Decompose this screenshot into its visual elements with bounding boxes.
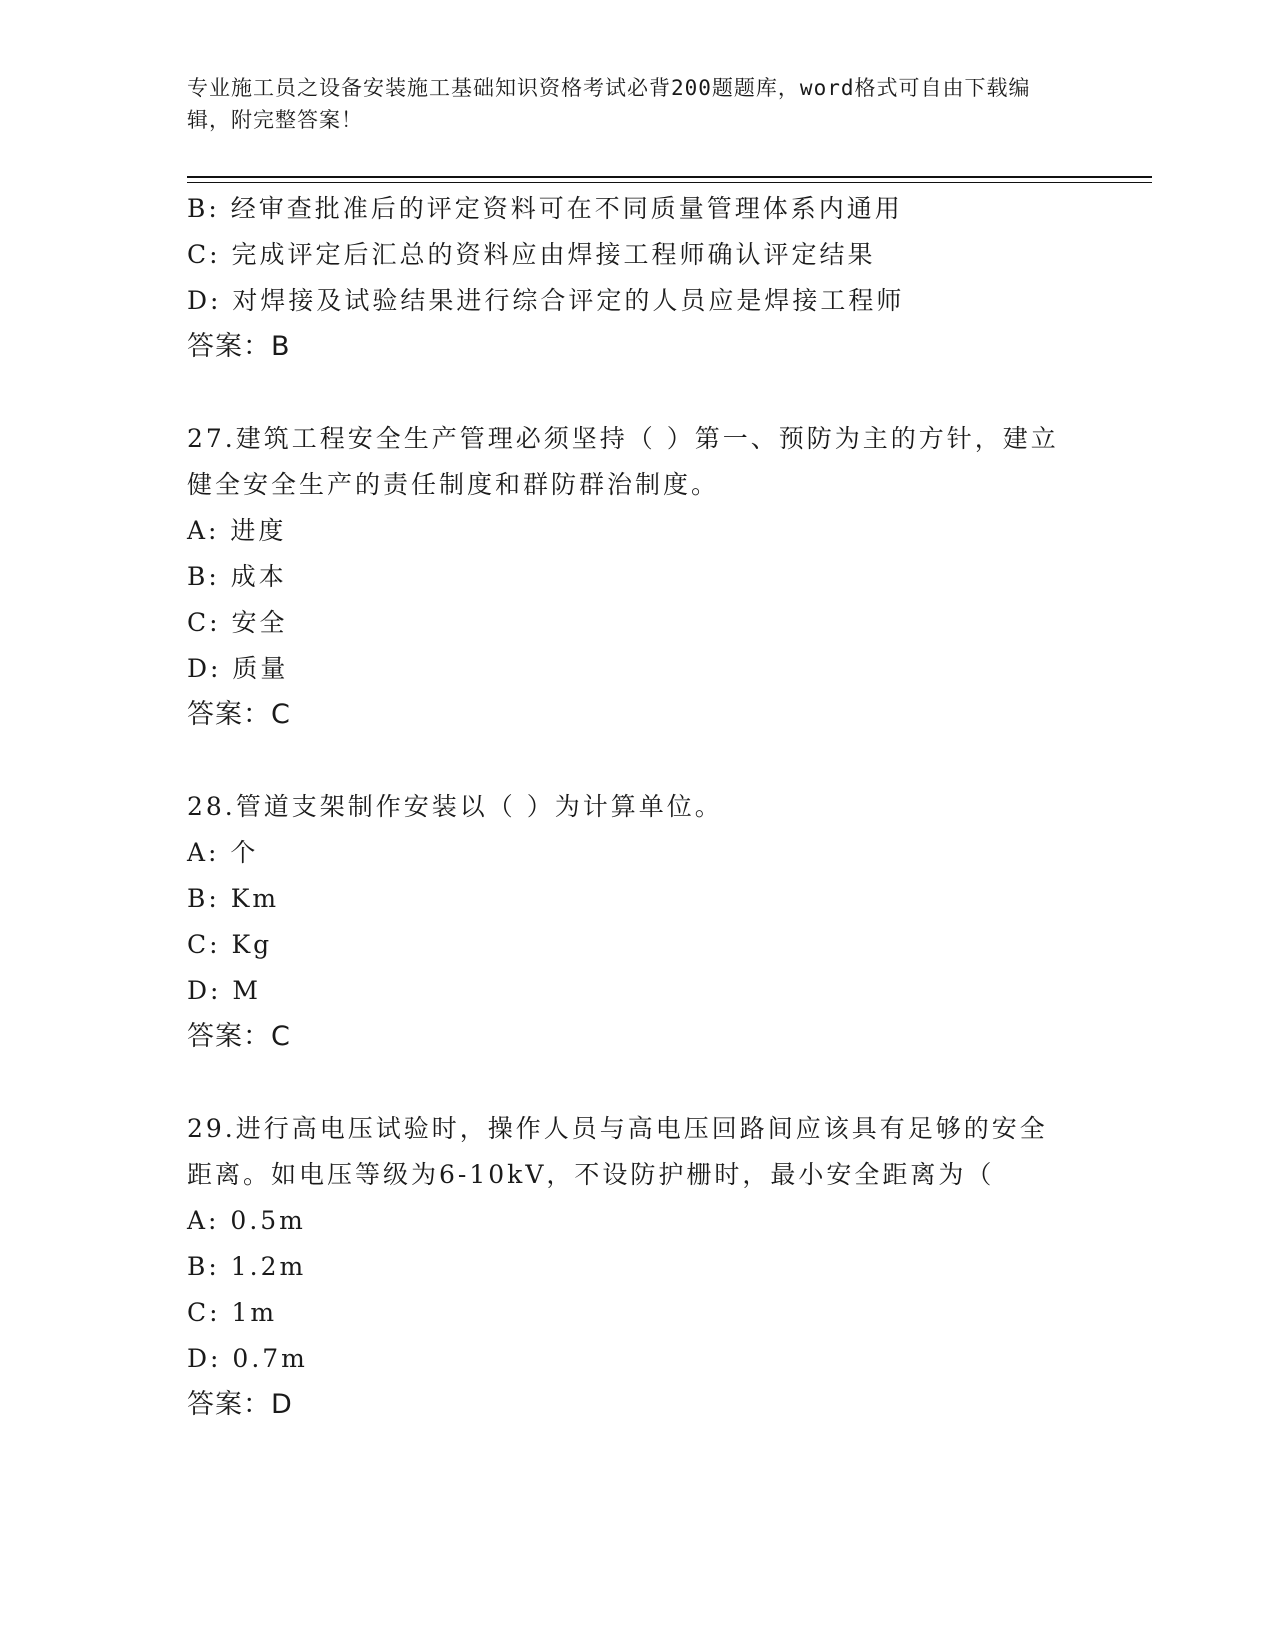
- spacer: [187, 370, 1087, 416]
- option-b: B: Km: [187, 884, 280, 913]
- question-26-continued: [187, 186, 1087, 370]
- answer: 答案：C: [187, 699, 291, 730]
- option-b: B: 1.2m: [187, 1252, 307, 1281]
- option-a: A: 进度: [187, 516, 287, 545]
- answer: 答案：B: [187, 331, 291, 362]
- header-divider-thin: [187, 182, 1152, 183]
- question-29: [187, 1106, 1087, 1428]
- option-c: C: 完成评定后汇总的资料应由焊接工程师确认评定结果: [187, 240, 876, 269]
- option-d: D: M: [187, 976, 262, 1005]
- option-a: A: 0.5m: [187, 1206, 306, 1235]
- question-27: [187, 416, 1087, 738]
- question-text: 29.进行高电压试验时，操作人员与高电压回路间应该具有足够的安全距离。如电压等级为6-10kV，不设防护栅时，最小安全距离为（: [187, 1114, 1048, 1189]
- option-c: C: 1m: [187, 1298, 278, 1327]
- option-d: D: 对焊接及试验结果进行综合评定的人员应是焊接工程师: [187, 286, 905, 315]
- spacer: [187, 1060, 1087, 1106]
- header-divider-thick: [187, 176, 1152, 178]
- question-text: 28.管道支架制作安装以（ ）为计算单位。: [187, 792, 723, 821]
- document-header: 专业施工员之设备安装施工基础知识资格考试必背200题题库，word格式可自由下载编辑，附完整答案！: [187, 76, 1031, 132]
- option-c: C: Kg: [187, 930, 273, 959]
- option-b: B: 成本: [187, 562, 287, 591]
- option-d: D: 0.7m: [187, 1344, 308, 1373]
- option-d: D: 质量: [187, 654, 289, 683]
- spacer: [187, 738, 1087, 784]
- option-c: C: 安全: [187, 608, 288, 637]
- question-28: [187, 784, 1087, 1060]
- option-a: A: 个: [187, 838, 259, 867]
- question-list: [187, 186, 1087, 1428]
- answer: 答案：C: [187, 1021, 291, 1052]
- option-b: B: 经审查批准后的评定资料可在不同质量管理体系内通用: [187, 194, 903, 223]
- answer: 答案：D: [187, 1389, 293, 1420]
- question-text: 27.建筑工程安全生产管理必须坚持（ ）第一、预防为主的方针，建立健全安全生产的责任制度和群防群治制度。: [187, 424, 1059, 499]
